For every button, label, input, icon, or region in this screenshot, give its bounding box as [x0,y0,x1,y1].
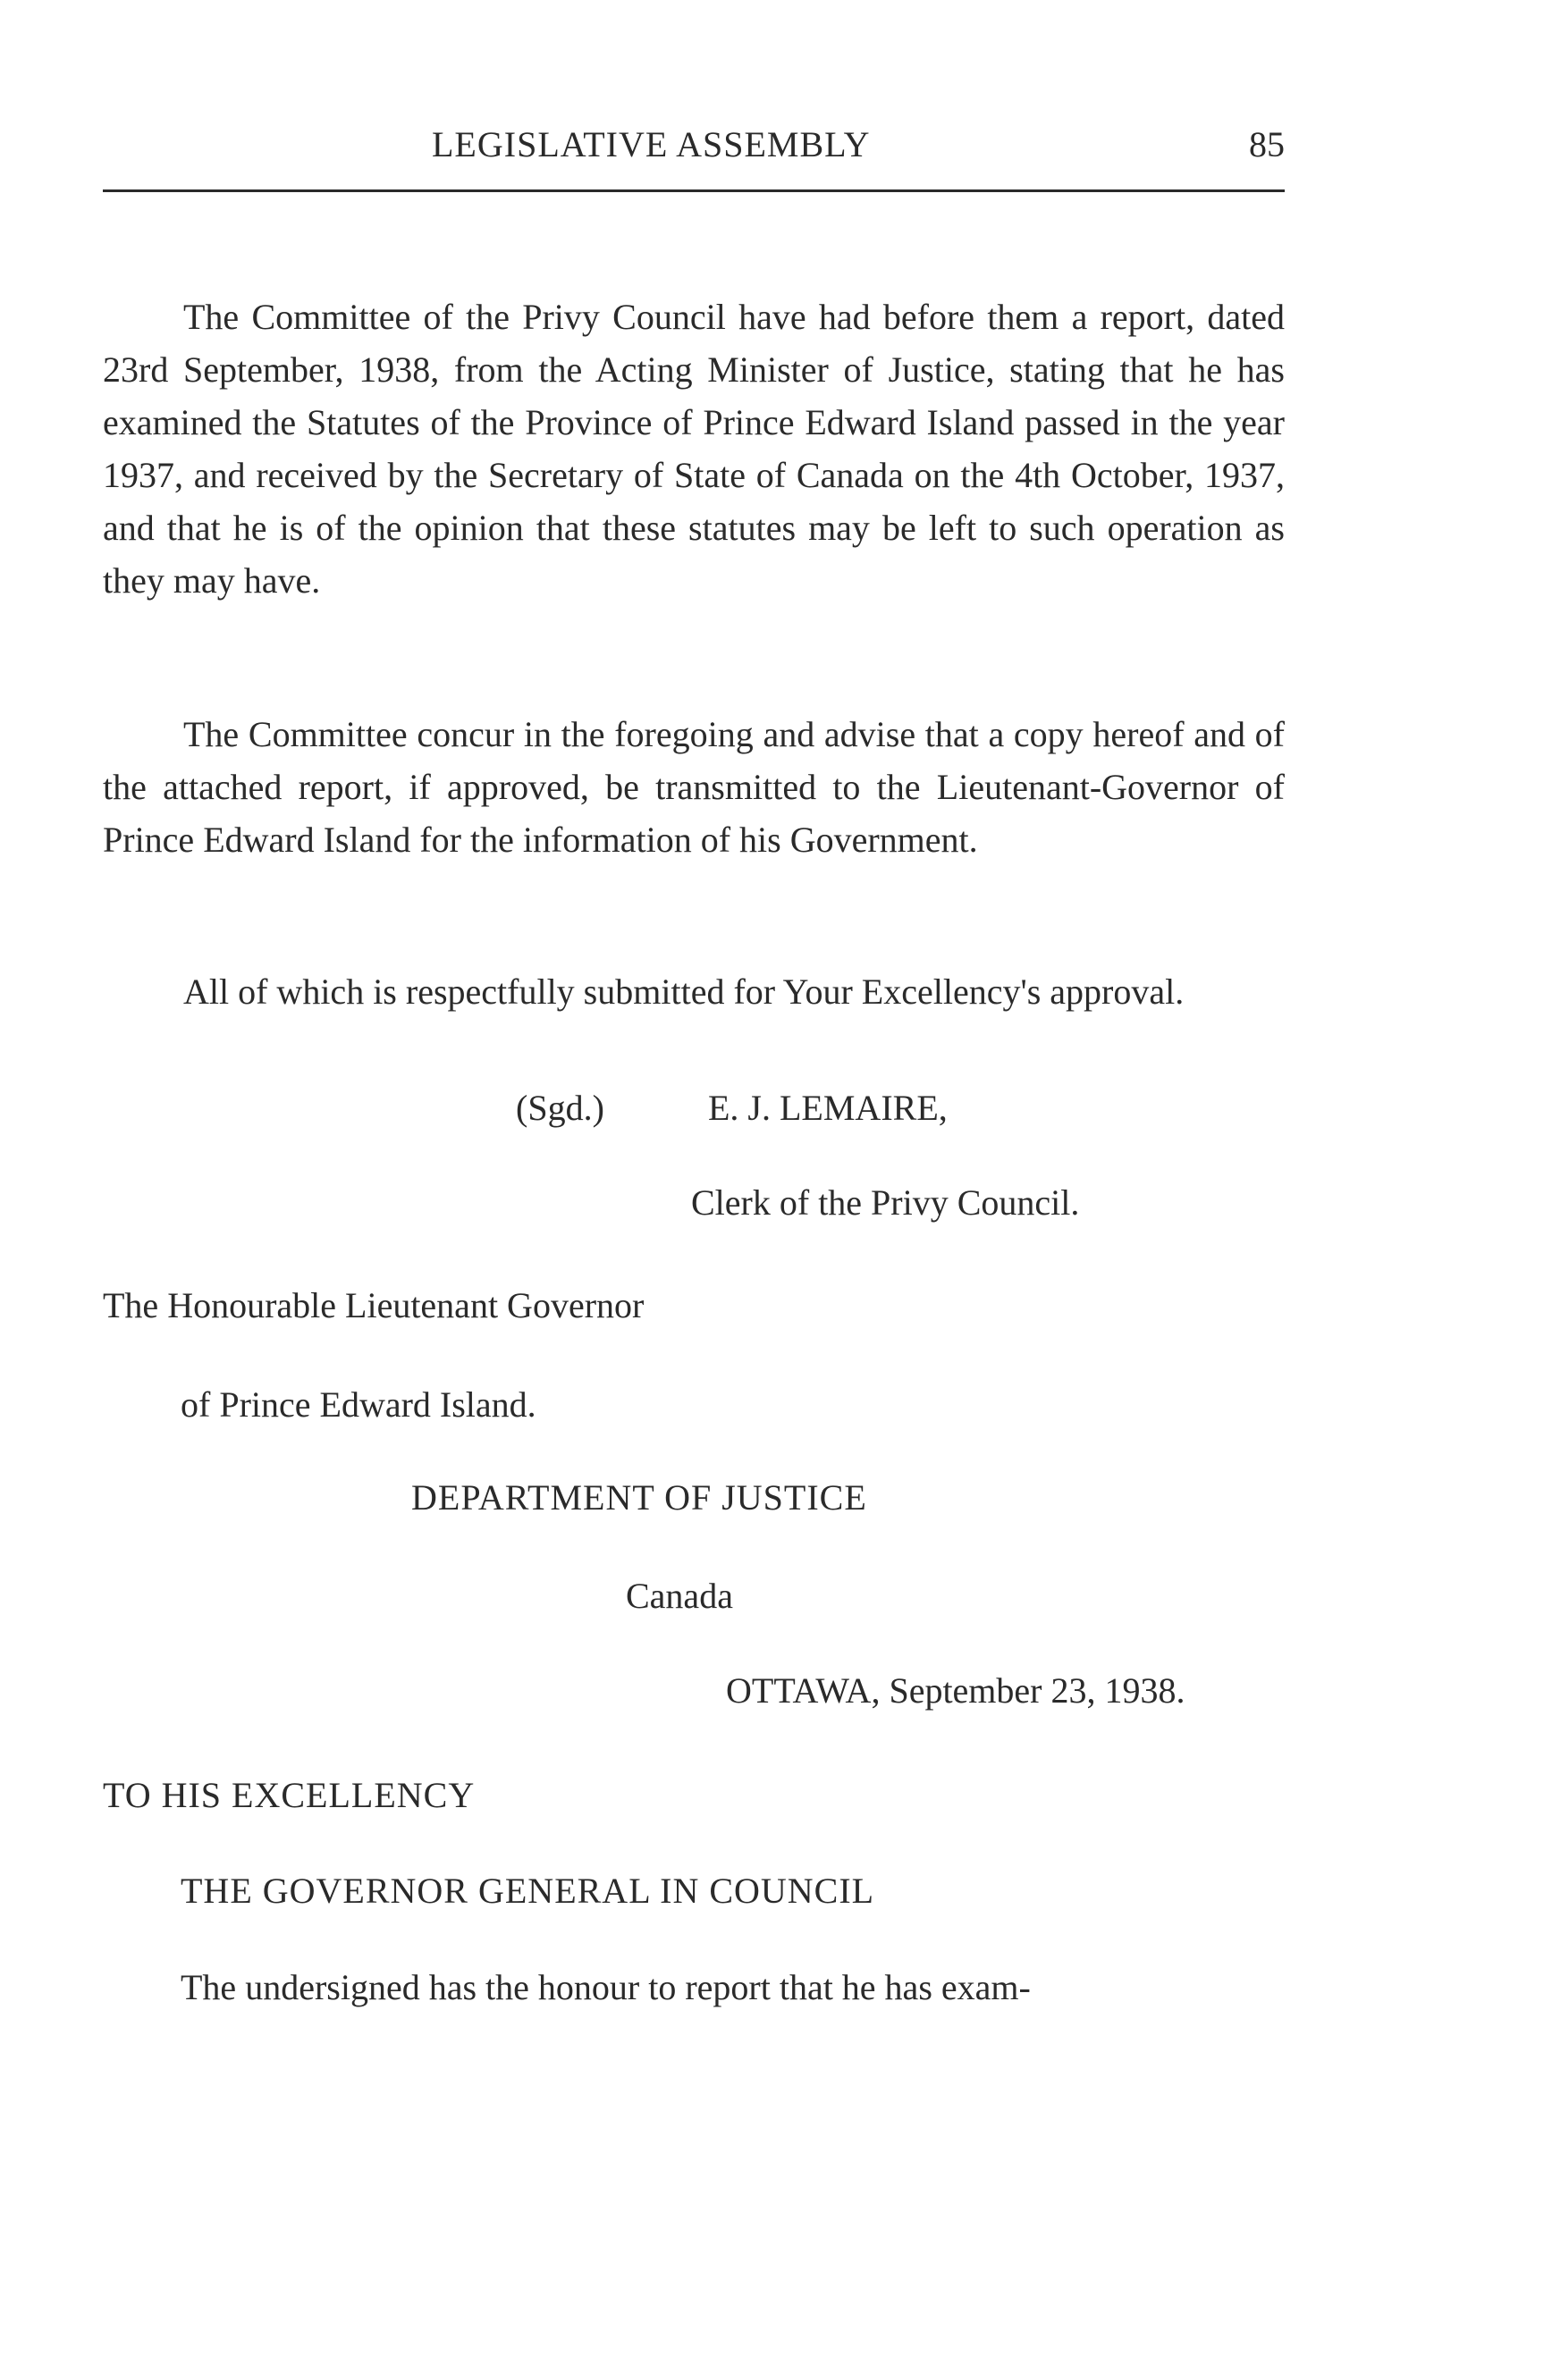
header-rule [103,189,1285,192]
running-head: LEGISLATIVE ASSEMBLY [432,124,871,164]
paragraph-submission: All of which is respectfully submitted for Your Excellency's approval. [183,971,1185,1012]
page-header [103,123,1285,177]
department-heading: DEPARTMENT OF JUSTICE [411,1477,867,1518]
paragraph-committee-report: The Committee of the Privy Council have had before them a report, dated 23rd September, 1938, from the Acting Minister of Justice, stating that he has examined the Statutes of the Province of Prince Edward Island passed in the year 1937, and received by the Secretary of State of Canada on the 4th October, 1937, and that he is of the opinion that these statutes may be left to such operation as they may have. [103,297,1285,601]
department-country: Canada [626,1576,733,1616]
signature-title: Clerk of the Privy Council. [691,1182,1080,1223]
place-date: OTTAWA, September 23, 1938. [726,1670,1185,1711]
paragraph-committee-concur: The Committee concur in the foregoing and advise that a copy hereof and of the attached report, if approved, be transmitted to the Lieutenant-Governor of Prince Edward Island for the information of his Government. [103,714,1285,860]
page-number: 85 [1249,124,1285,164]
signature-sgd: (Sgd.) [516,1088,604,1128]
salutation-line-1: TO HIS EXCELLENCY [103,1775,476,1815]
addressee-line-2: of Prince Edward Island. [181,1384,536,1425]
salutation-line-2: THE GOVERNOR GENERAL IN COUNCIL [181,1871,875,1911]
signature-name: E. J. LEMAIRE, [708,1088,948,1128]
closing-line: The undersigned has the honour to report that he has exam- [181,1967,1031,2007]
addressee-line-1: The Honourable Lieutenant Governor [103,1285,645,1325]
